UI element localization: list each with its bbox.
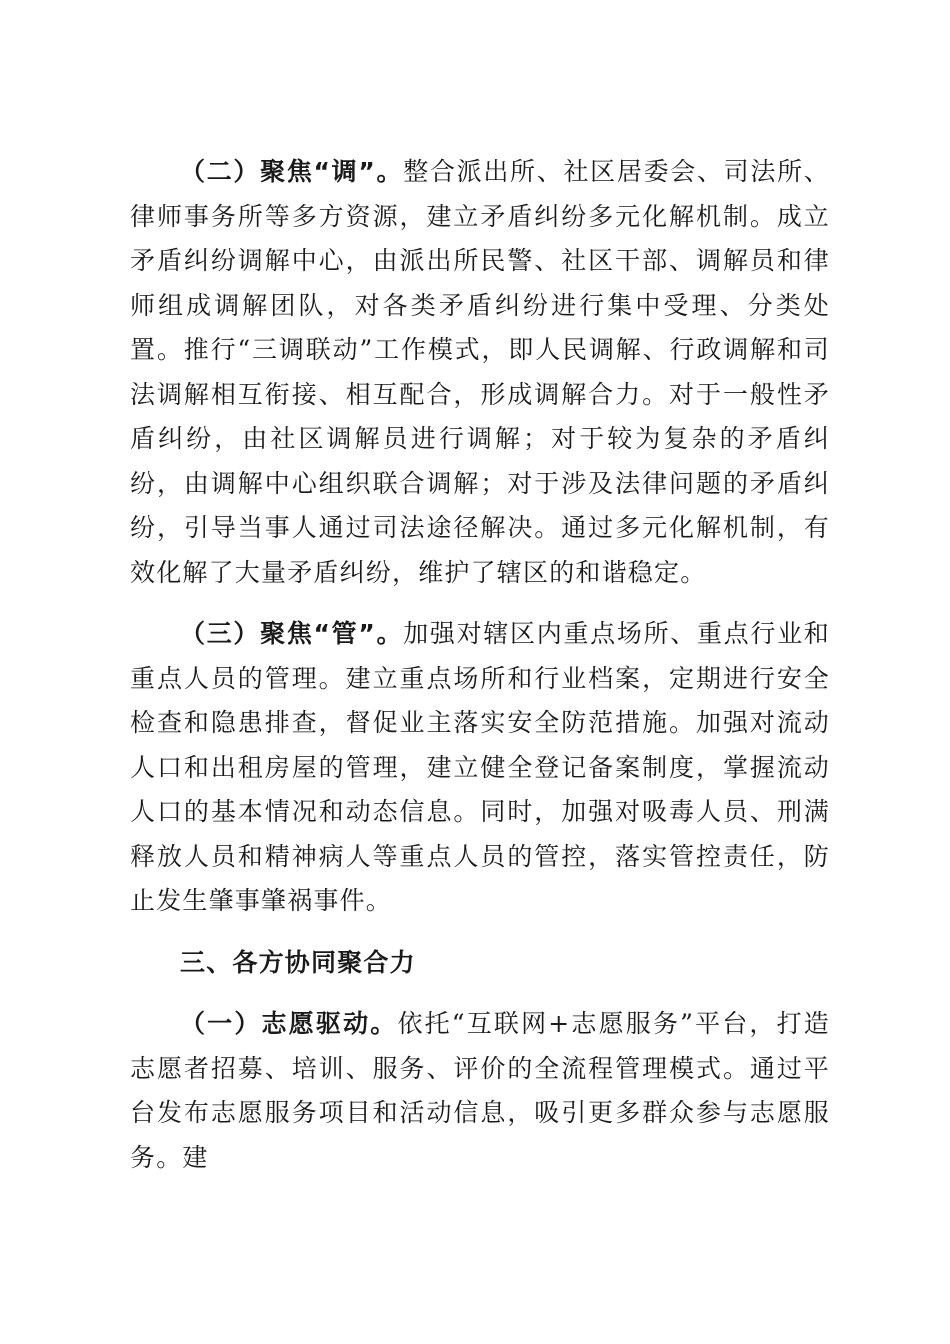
paragraph-body: 整合派出所、社区居委会、司法所、律师事务所等多方资源，建立矛盾纠纷多元化解机制。成立矛盾纠纷调解中心，由派出所民警、社区干部、调解员和律师组成调解团队，对各类矛盾纠纷进行集中受理、分类处置。推行“三调联动”工作模式，即人民调解、行政调解和司法调解相互衔接、相互配合，形成调解合力。对于一般性矛盾纠纷，由社区调解员进行调解；对于较为复杂的矛盾纠纷，由调解中心组织联合调解；对于涉及法律问题的矛盾纠纷，引导当事人通过司法途径解决。通过多元化解机制，有效化解了大量矛盾纠纷，维护了辖区的和谐稳定。 <box>130 157 830 587</box>
paragraph-gap <box>130 595 830 612</box>
paragraph-mediation <box>130 150 830 595</box>
paragraph-lead: （三）聚焦“管”。 <box>180 619 404 648</box>
paragraph-gap <box>130 924 830 941</box>
paragraph-lead: （一）志愿驱动。 <box>180 1009 398 1038</box>
paragraph-volunteer <box>130 1002 830 1180</box>
paragraph-management <box>130 612 830 924</box>
document-page <box>130 150 830 1180</box>
section-heading: 三、各方协同聚合力 <box>180 947 416 977</box>
paragraph-body: 加强对辖区内重点场所、重点行业和重点人员的管理。建立重点场所和行业档案，定期进行安全检查和隐患排查，督促业主落实安全防范措施。加强对流动人口和出租房屋的管理，建立健全登记备案制度，掌握流动人口的基本情况和动态信息。同时，加强对吸毒人员、刑满释放人员和精神病人等重点人员的管控，落实管控责任，防止发生肇事肇祸事件。 <box>130 619 830 915</box>
paragraph-lead: （二）聚焦“调”。 <box>180 157 404 186</box>
paragraph-body: 依托“互联网+志愿服务”平台，打造志愿者招募、培训、服务、评价的全流程管理模式。通过平台发布志愿服务项目和活动信息，吸引更多群众参与志愿服务。建 <box>130 1009 830 1172</box>
paragraph-gap <box>130 985 830 1002</box>
